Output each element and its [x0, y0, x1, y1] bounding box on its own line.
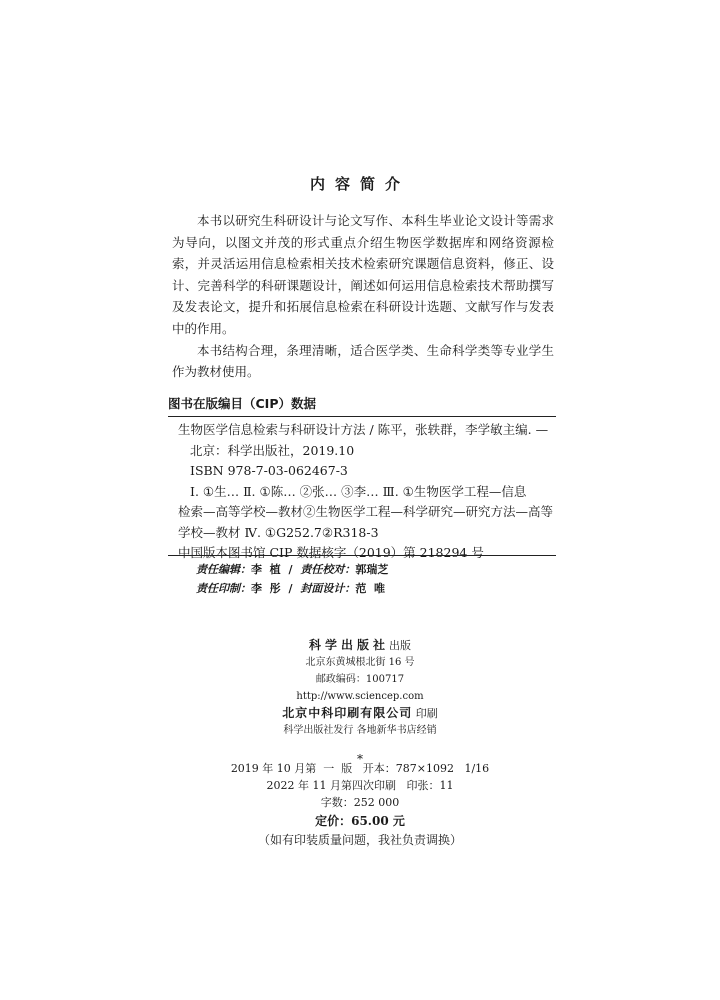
separator-star: * — [357, 752, 363, 766]
print-supervisor-label: 责任印制： — [196, 582, 251, 595]
cip-record — [178, 420, 556, 564]
publisher-suffix: 出版 — [389, 639, 411, 652]
printer-name: 北京中科印刷有限公司 — [282, 706, 413, 720]
publisher-block — [0, 637, 720, 768]
editor-label: 责任编辑： — [196, 563, 251, 576]
printer-suffix: 印刷 — [415, 707, 438, 720]
summary-paragraph-2: 本书结构合理，条理清晰，适合医学类、生命科学类等专业学生作为教材使用。 — [172, 342, 554, 380]
credits-divider: / — [288, 563, 293, 576]
print-supervisor-name: 李 彤 — [251, 582, 281, 595]
credits-row-1 — [196, 560, 536, 579]
publisher-postcode: 邮政编码：100717 — [315, 674, 405, 685]
cover-designer-name: 范 唯 — [355, 582, 386, 595]
quality-notice: （如有印装质量问题，我社负责调换） — [257, 833, 462, 847]
cip-bottom-rule — [168, 555, 556, 556]
price: 定价：65.00 元 — [315, 814, 405, 828]
credits-block — [196, 560, 536, 598]
cip-line-4: Ⅰ. ①生… Ⅱ. ①陈… ②张… ③李… Ⅲ. ①生物医学工程—信息 — [190, 483, 527, 499]
cip-line-1: 生物医学信息检索与科研设计方法 / 陈平，张轶群，李学敏主编. — — [178, 422, 549, 437]
credits-divider: / — [288, 582, 293, 595]
summary-text — [172, 210, 554, 383]
cover-designer-label: 封面设计： — [300, 582, 356, 595]
cip-line-6: 学校—教材 Ⅳ. ①G252.7②R318-3 — [178, 524, 379, 540]
summary-paragraph-1: 本书以研究生科研设计与论文写作、本科生毕业论文设计等需求为导向，以图文并茂的形式重点介绍生物医学数据库和网络资源检索，并灵活运用信息检索相关技术检索研究课题信息资料，修正、设计、完善科学的科研课题设计，阐述如何运用信息检索技术帮助撰写及发表论文，提升和拓展信息检索在科研设计选题、文献写作与发表中的作用。 — [172, 213, 554, 336]
cip-line-2: 北京：科学出版社，2019.10 — [190, 442, 355, 458]
credits-row-2 — [196, 579, 536, 598]
distribution-line: 科学出版社发行 各地新华书店经销 — [283, 725, 437, 736]
publisher-url: http://www.sciencep.com — [296, 691, 424, 702]
printer-line — [0, 705, 720, 722]
edition-line-3: 字数：252 000 — [320, 796, 400, 809]
publisher-address: 北京东黄城根北街 16 号 — [305, 657, 415, 668]
cip-line-5: 检索—高等学校—教材②生物医学工程—科学研究—研究方法—高等 — [178, 504, 554, 519]
editor-name: 李 植 — [251, 563, 281, 576]
cip-line-7: 中国版本图书馆 CIP 数据核字（2019）第 218294 号 — [178, 545, 484, 560]
page-title: 内容简介 — [309, 175, 410, 193]
proofreader-name: 郭瑞芝 — [355, 563, 389, 576]
cip-heading: 图书在版编目（CIP）数据 — [168, 396, 316, 411]
cip-line-3: ISBN 978-7-03-062467-3 — [190, 463, 348, 478]
cip-top-rule — [168, 416, 556, 417]
edition-line-2: 2022 年 11 月第四次印刷 印张：11 — [266, 779, 454, 792]
publisher-name: 科学出版社 — [308, 638, 389, 652]
edition-line-1: 2019 年 10 月第 一 版 开本：787×1092 1/16 — [230, 762, 490, 775]
publisher-line — [0, 637, 720, 654]
edition-block — [0, 760, 720, 850]
proofreader-label: 责任校对： — [300, 563, 356, 576]
